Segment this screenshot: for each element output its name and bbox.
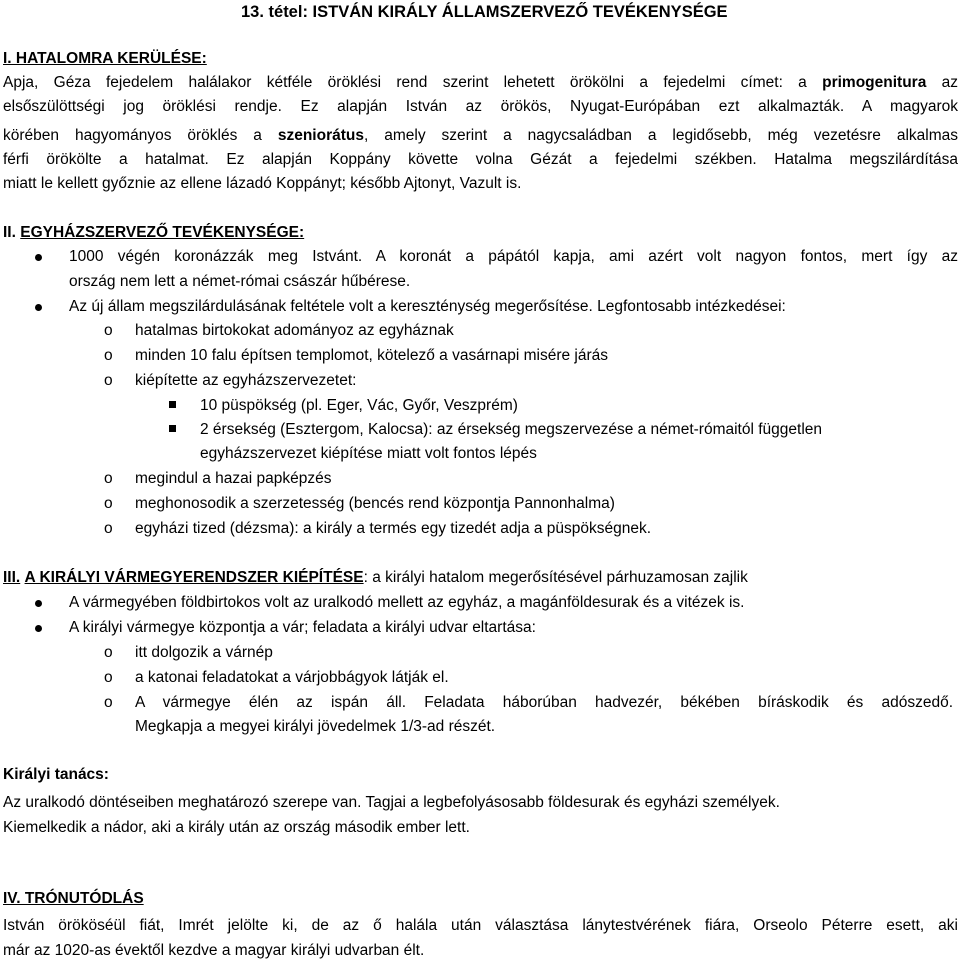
heading-rest: : a királyi hatalom megerősítésével párhuzamosan zajlik xyxy=(363,569,748,586)
section2-sub-1: hatalmas birtokokat adományoz az egyháznak xyxy=(135,322,454,339)
heading-number: II. xyxy=(3,224,21,241)
circle-bullet-icon: o xyxy=(104,347,113,364)
circle-bullet-icon: o xyxy=(104,470,113,487)
section1-heading: I. HATALOMRA KERÜLÉSE: xyxy=(3,50,207,67)
section1-line-1 xyxy=(3,72,958,94)
section3-heading xyxy=(3,567,748,589)
section4-heading: IV. TRÓNUTÓDLÁS xyxy=(3,890,144,907)
section3-sub-2: a katonai feladatokat a várjobbágyok látják el. xyxy=(135,669,449,686)
section3-sub-3: A vármegye élén az ispán áll. Feladata háborúban hadvezér, békében bíráskodik és adószedő. xyxy=(135,694,953,711)
heading-number: III. xyxy=(3,569,21,586)
council-line-2: Kiemelkedik a nádor, aki a király után az ország második ember lett. xyxy=(3,819,470,836)
section2-subsub-1: 10 püspökség (pl. Eger, Vác, Győr, Veszprém) xyxy=(200,397,518,414)
circle-bullet-icon: o xyxy=(104,495,113,512)
section1-line-3 xyxy=(3,125,958,147)
text-span: körében hagyományos öröklés a xyxy=(3,127,278,144)
section2-subsub-2: 2 érsekség (Esztergom, Kalocsa): az érsekség megszervezése a német-rómaitól független xyxy=(200,421,823,438)
circle-bullet-icon: o xyxy=(104,694,113,711)
square-bullet-icon xyxy=(169,401,176,408)
text-span: az xyxy=(926,74,958,91)
bullet-icon xyxy=(35,304,42,311)
text-span: , amely szerint a nagycsaládban a legidősebb, még vezetésre alkalmas xyxy=(363,127,958,144)
primogenitura-term: primogenitura xyxy=(822,74,927,91)
circle-bullet-icon: o xyxy=(104,322,113,339)
circle-bullet-icon: o xyxy=(104,520,113,537)
section2-sub-4: megindul a hazai papképzés xyxy=(135,470,332,487)
heading-text: EGYHÁZSZERVEZŐ TEVÉKENYSÉGE: xyxy=(20,224,305,241)
bullet-icon xyxy=(35,625,42,632)
section3-bullet-2: A királyi vármegye központja a vár; feladata a királyi udvar eltartása: xyxy=(69,619,536,636)
circle-bullet-icon: o xyxy=(104,644,113,661)
section3-bullet-1: A vármegyében földbirtokos volt az uralkodó mellett az egyház, a magánföldesurak és a vitézek is. xyxy=(69,594,745,611)
section2-bullet-1: 1000 végén koronázzák meg Istvánt. A koronát a pápától kapja, ami azért volt nagyon fontos, mert így az xyxy=(69,248,958,265)
szeniorátus-term: szeniorátus xyxy=(277,127,364,144)
section4-line-2: már az 1020-as évektől kezdve a magyar királyi udvarban élt. xyxy=(3,942,425,959)
section4-line-1: István örököséül fiát, Imrét jelölte ki, de az ő halála után választása lánytestvérének fiára, Orseolo Péterre esett, aki xyxy=(3,917,958,934)
council-heading: Királyi tanács: xyxy=(3,766,109,783)
section1-line-4: férfi örökölte a hatalmat. Ez alapján Koppány követte volna Gézát a fejedelmi székben. Hatalma megszilárdítása xyxy=(3,151,958,168)
circle-bullet-icon: o xyxy=(104,372,113,389)
section2-bullet-1-cont: ország nem lett a német-római császár hűbérese. xyxy=(69,273,411,290)
circle-bullet-icon: o xyxy=(104,669,113,686)
square-bullet-icon xyxy=(169,425,176,432)
text-span: Apja, Géza fejedelem halálakor kétféle öröklési rend szerint lehetett örökölni a fejedelmi címet: a xyxy=(3,74,823,91)
council-line-1: Az uralkodó döntéseiben meghatározó szerepe van. Tagjai a legbefolyásosabb földesurak és egyházi személyek. xyxy=(3,794,780,811)
section2-sub-2: minden 10 falu építsen templomot, kötelező a vasárnapi misére járás xyxy=(135,347,608,364)
section2-sub-3: kiépítette az egyházszervezetet: xyxy=(135,372,357,389)
section3-sub-3-cont: Megkapja a megyei királyi jövedelmek 1/3-ad részét. xyxy=(135,718,496,735)
section2-subsub-2-cont: egyházszervezet kiépítése miatt volt fontos lépés xyxy=(200,445,537,462)
section1-line-2: elsőszülöttségi jog öröklési rendje. Ez alapján István az örökös, Nyugat-Európában ezt alkalmazták. A magyarok xyxy=(3,98,958,115)
page-title: 13. tétel: ISTVÁN KIRÁLY ÁLLAMSZERVEZŐ TEVÉKENYSÉGE xyxy=(241,3,728,21)
bullet-icon xyxy=(35,600,42,607)
section2-heading xyxy=(3,222,304,244)
section3-sub-1: itt dolgozik a várnép xyxy=(135,644,273,661)
section2-bullet-2: Az új állam megszilárdulásának feltétele volt a kereszténység megerősítése. Legfontosabb intézkedései: xyxy=(69,298,786,315)
section1-line-5: miatt le kellett győznie az ellene lázadó Koppányt; később Ajtonyt, Vazult is. xyxy=(3,175,522,192)
section2-sub-5: meghonosodik a szerzetesség (bencés rend központja Pannonhalma) xyxy=(135,495,615,512)
section2-sub-6: egyházi tized (dézsma): a király a termés egy tizedét adja a püspökségnek. xyxy=(135,520,652,537)
bullet-icon xyxy=(35,254,42,261)
heading-text: A KIRÁLYI VÁRMEGYERENDSZER KIÉPÍTÉSE xyxy=(24,569,364,586)
